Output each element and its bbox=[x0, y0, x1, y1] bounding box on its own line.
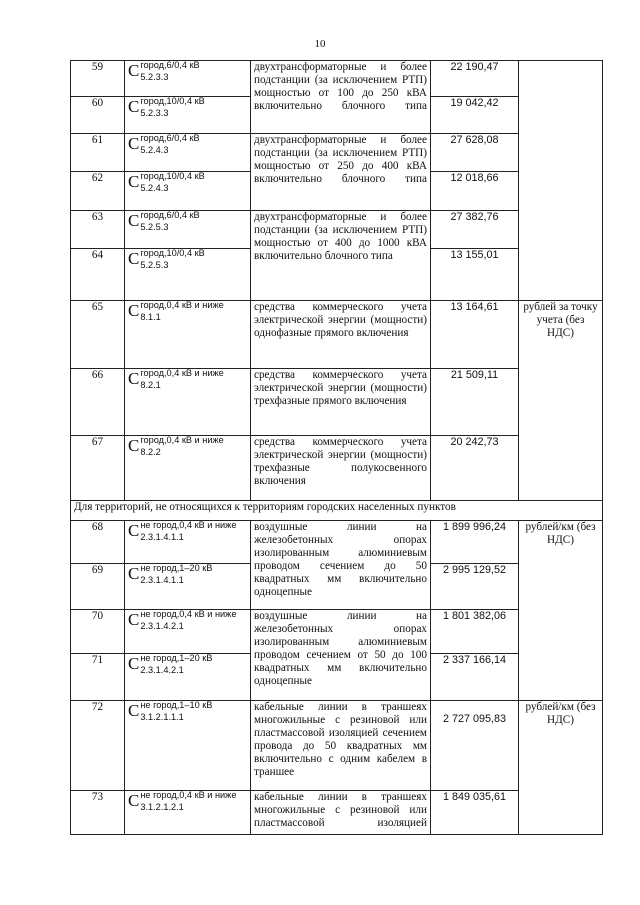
row-number: 62 bbox=[71, 172, 125, 211]
table-row bbox=[71, 521, 603, 564]
tariff-code: C город,10/0,4 кВ 5.2.3.3 bbox=[125, 97, 251, 134]
table-row bbox=[71, 701, 603, 791]
row-number: 67 bbox=[71, 436, 125, 501]
tariff-code: C город,0,4 кВ и ниже 8.1.1 bbox=[125, 301, 251, 369]
unit-label: рублей/км (без НДС) bbox=[519, 701, 603, 835]
tariff-code: C не город,1–20 кВ 2.3.1.4.2.1 bbox=[125, 654, 251, 701]
row-number: 61 bbox=[71, 134, 125, 172]
tariff-value: 2 995 129,52 bbox=[431, 564, 519, 610]
description: кабельные линии в траншеях многожильные с резиновой или пластмассовой изоляцией сечением провода до 50 квадратных мм включительно с одним кабелем в траншее bbox=[251, 701, 431, 791]
page-number: 10 bbox=[314, 38, 326, 50]
description: кабельные линии в траншеях многожильные с резиновой или пластмассовой изоляцией bbox=[251, 791, 431, 835]
tariff-value: 27 382,76 bbox=[431, 211, 519, 249]
tariff-value: 12 018,66 bbox=[431, 172, 519, 211]
tariff-value: 1 801 382,06 bbox=[431, 610, 519, 654]
tariff-code: C не город,0,4 кВ и ниже 3.1.2.1.2.1 bbox=[125, 791, 251, 835]
tariff-value: 20 242,73 bbox=[431, 436, 519, 501]
row-number: 59 bbox=[71, 61, 125, 97]
tariff-code: C город,0,4 кВ и ниже 8.2.1 bbox=[125, 369, 251, 436]
row-number: 72 bbox=[71, 701, 125, 791]
tariff-value: 27 628,08 bbox=[431, 134, 519, 172]
row-number: 71 bbox=[71, 654, 125, 701]
row-number: 60 bbox=[71, 97, 125, 134]
description: двухтрансформаторные и более подстанции (за исключением РТП) мощностью от 100 до 250 кВА включительно блочного типа bbox=[251, 61, 431, 134]
row-number: 69 bbox=[71, 564, 125, 610]
description: средства коммерческого учета электрической энергии (мощности) трехфазные полукосвенного включения bbox=[251, 436, 431, 501]
row-number: 65 bbox=[71, 301, 125, 369]
tariff-code: C не город,0,4 кВ и ниже 2.3.1.4.1.1 bbox=[125, 521, 251, 564]
tariff-code: C не город,0,4 кВ и ниже 2.3.1.4.2.1 bbox=[125, 610, 251, 654]
unit-label: рублей за точку учета (без НДС) bbox=[519, 301, 603, 501]
tariff-code: C город,10/0,4 кВ 5.2.5.3 bbox=[125, 249, 251, 301]
tariff-code: C город,10/0,4 кВ 5.2.4.3 bbox=[125, 172, 251, 211]
row-number: 66 bbox=[71, 369, 125, 436]
unit-cell bbox=[519, 61, 603, 301]
description: двухтрансформаторные и более подстанции (за исключением РТП) мощностью от 250 до 400 кВА включительно блочного типа bbox=[251, 134, 431, 211]
tariff-code: C город,6/0,4 кВ 5.2.5.3 bbox=[125, 211, 251, 249]
description: средства коммерческого учета электрической энергии (мощности) однофазные прямого включения bbox=[251, 301, 431, 369]
description: воздушные линии на железобетонных опорах изолированным алюминиевым проводом сечением от 50 до 100 квадратных мм включительно одноцепные bbox=[251, 610, 431, 701]
tariff-code: C не город,1–20 кВ 2.3.1.4.1.1 bbox=[125, 564, 251, 610]
tariff-value: 2 337 166,14 bbox=[431, 654, 519, 701]
row-number: 64 bbox=[71, 249, 125, 301]
tariff-code: C не город,1–10 кВ 3.1.2.1.1.1 bbox=[125, 701, 251, 791]
tariff-value: 1 899 996,24 bbox=[431, 521, 519, 564]
description: двухтрансформаторные и более подстанции (за исключением РТП) мощностью от 400 до 1000 кВА включительно блочного типа bbox=[251, 211, 431, 301]
table-row bbox=[71, 301, 603, 369]
section-heading: Для территорий, не относящихся к территориям городских населенных пунктов bbox=[71, 501, 603, 521]
tariff-table bbox=[70, 60, 603, 835]
row-number: 68 bbox=[71, 521, 125, 564]
row-number: 70 bbox=[71, 610, 125, 654]
section-row bbox=[71, 501, 603, 521]
row-number: 63 bbox=[71, 211, 125, 249]
tariff-code: C город,6/0,4 кВ 5.2.4.3 bbox=[125, 134, 251, 172]
tariff-code: C город,0,4 кВ и ниже 8.2.2 bbox=[125, 436, 251, 501]
tariff-value: 2 727 095,83 bbox=[431, 701, 519, 791]
tariff-value: 13 164,61 bbox=[431, 301, 519, 369]
table-row bbox=[71, 61, 603, 97]
description: воздушные линии на железобетонных опорах изолированным алюминиевым проводом сечением до 50 квадратных мм включительно одноцепные bbox=[251, 521, 431, 610]
tariff-value: 19 042,42 bbox=[431, 97, 519, 134]
description: средства коммерческого учета электрической энергии (мощности) трехфазные прямого включения bbox=[251, 369, 431, 436]
tariff-value: 1 849 035,61 bbox=[431, 791, 519, 835]
row-number: 73 bbox=[71, 791, 125, 835]
tariff-value: 13 155,01 bbox=[431, 249, 519, 301]
unit-label: рублей/км (без НДС) bbox=[519, 521, 603, 701]
tariff-code: C город,6/0,4 кВ 5.2.3.3 bbox=[125, 61, 251, 97]
tariff-value: 21 509,11 bbox=[431, 369, 519, 436]
tariff-value: 22 190,47 bbox=[431, 61, 519, 97]
